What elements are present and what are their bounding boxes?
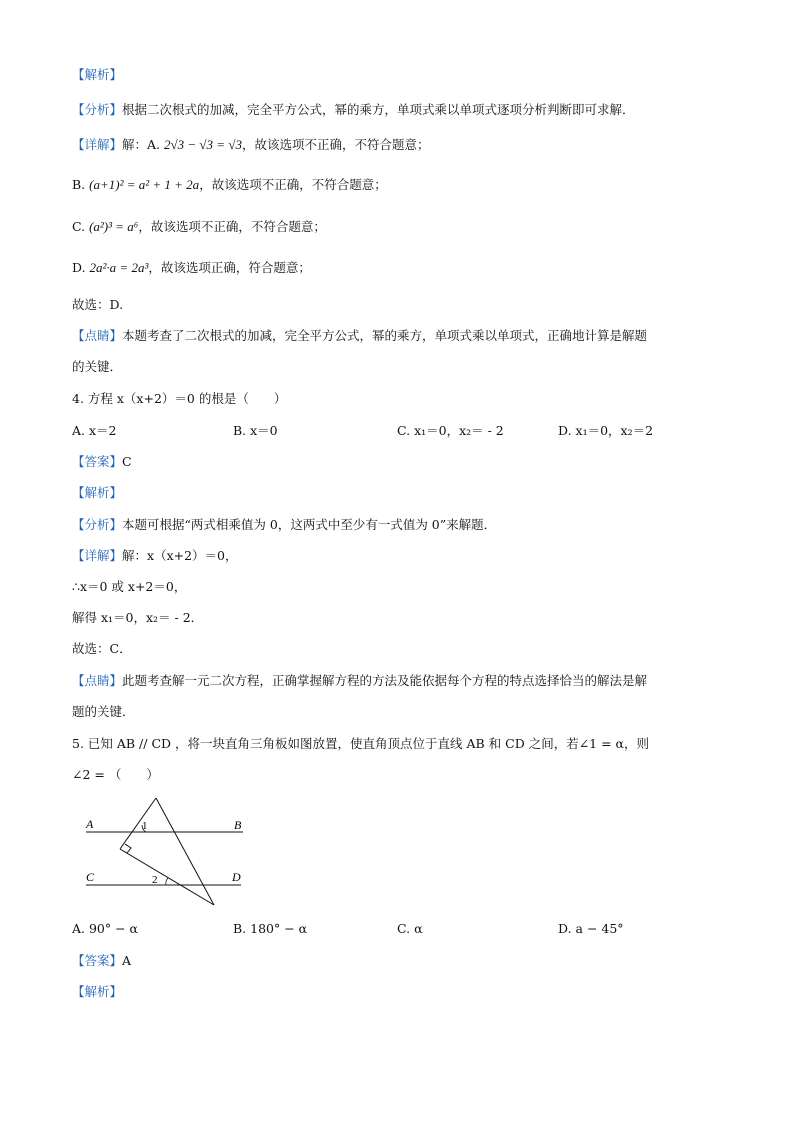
q4-step-2: ∴x＝0 或 x+2＝0， [72, 579, 187, 594]
detail-tag: 【详解】 [72, 137, 123, 152]
q4-analysis-tag: 【分析】 [72, 517, 123, 532]
analysis-line [72, 101, 635, 119]
q4-analysis-text: 本题可根据“两式相乘值为 0，这两式中至少有一式值为 0”来解题． [122, 517, 497, 532]
comment-line-1 [72, 327, 647, 345]
analysis-text: 根据二次根式的加减，完全平方公式，幂的乘方，单项式乘以单项式逐项分析判断即可求解． [122, 102, 635, 117]
q5-stem-line-2: ∠2 = （ ） [72, 767, 159, 782]
answer-value: C [122, 454, 132, 469]
triangle-side-1 [120, 798, 156, 849]
comment-tag: 【点睛】 [72, 328, 123, 343]
q4-detail-line [72, 547, 238, 565]
math-option-d: 2a²·a = 2a³ [89, 260, 149, 275]
option-c-verdict: ，故该选项不正确，不符合题意； [138, 219, 326, 234]
triangle-hypotenuse [156, 798, 214, 905]
label-d: D [232, 870, 241, 884]
q4-stem: 4. 方程 x（x+2）＝0 的根是（ ） [72, 391, 287, 406]
label-c: C. [72, 219, 90, 234]
label-a: A [86, 817, 94, 831]
q4-answer-line [72, 453, 132, 471]
q5-answer-value: A [122, 953, 132, 968]
detail-line-d [72, 259, 311, 277]
q4-option-c: C. x₁＝0，x₂＝ - 2 [397, 423, 504, 438]
q4-final-answer: 故选：C． [72, 641, 132, 656]
analysis-tag: 【分析】 [72, 102, 123, 117]
comment-text-1: 本题考查了二次根式的加减，完全平方公式，幂的乘方，单项式乘以单项式，正确地计算是解题 [122, 328, 648, 343]
math-option-a: 2√3 − √3 = √3 [164, 137, 242, 152]
label-b: B. [72, 177, 90, 192]
detail-line-b [72, 176, 387, 194]
label-angle-1: 1 [142, 820, 148, 832]
q5-stem-line-1: 5. 已知 AB // CD ，将一块直角三角板如图放置，使直角顶点位于直线 AB 和 CD 之间，若∠1 = α，则 [72, 736, 649, 751]
q4-detail-text: 解：x（x+2）＝0， [122, 548, 238, 563]
math-option-c: (a²)³ = a⁶ [89, 219, 139, 234]
q5-analysis-heading: 【解析】 [72, 984, 123, 999]
comment-line-2: 的关键． [72, 359, 123, 374]
q5-option-c: C. α [397, 921, 423, 936]
q4-detail-tag: 【详解】 [72, 548, 123, 563]
answer-tag: 【答案】 [72, 454, 123, 469]
q4-step-3: 解得 x₁＝0，x₂＝ - 2． [72, 610, 204, 625]
q5-option-a: A. 90° − α [72, 921, 138, 936]
angle-2-arc [166, 878, 168, 885]
detail-line-a [72, 136, 429, 154]
label-d: D. [72, 260, 90, 275]
q3-answer: 故选：D. [72, 297, 124, 312]
q5-option-b: B. 180° − α [233, 921, 308, 936]
q4-analysis-heading: 【解析】 [72, 485, 123, 500]
detail-line-c [72, 218, 326, 236]
analysis-heading: 【解析】 [72, 67, 123, 82]
q4-comment-line-2: 题的关键． [72, 704, 135, 719]
q4-option-a: A. x＝2 [72, 423, 117, 438]
geometry-figure [80, 792, 260, 914]
q4-comment-text-1: 此题考查解一元二次方程，正确掌握解方程的方法及能依据每个方程的特点选择恰当的解法是解 [122, 673, 648, 688]
q4-option-b: B. x＝0 [233, 423, 278, 438]
q4-comment-tag: 【点睛】 [72, 673, 123, 688]
q4-comment-line-1 [72, 672, 647, 690]
option-a-verdict: ，故该选项不正确，不符合题意； [241, 137, 430, 152]
label-b: B [234, 818, 242, 832]
q4-option-d: D. x₁＝0，x₂＝2 [558, 423, 654, 438]
label-angle-2: 2 [152, 874, 158, 886]
detail-lead: 解：A. [122, 137, 164, 152]
q5-answer-tag: 【答案】 [72, 953, 123, 968]
label-c: C [86, 870, 95, 884]
right-angle-mark [125, 844, 131, 853]
triangle-side-2 [120, 849, 214, 905]
option-b-verdict: ，故该选项不正确，不符合题意； [199, 177, 387, 192]
q4-analysis-line [72, 516, 496, 534]
q5-option-d: D. a − 45° [558, 921, 624, 936]
option-d-verdict: ，故该选项正确，符合题意； [148, 260, 311, 275]
q5-answer-line [72, 952, 131, 970]
math-option-b: (a+1)² = a² + 1 + 2a [89, 177, 200, 192]
